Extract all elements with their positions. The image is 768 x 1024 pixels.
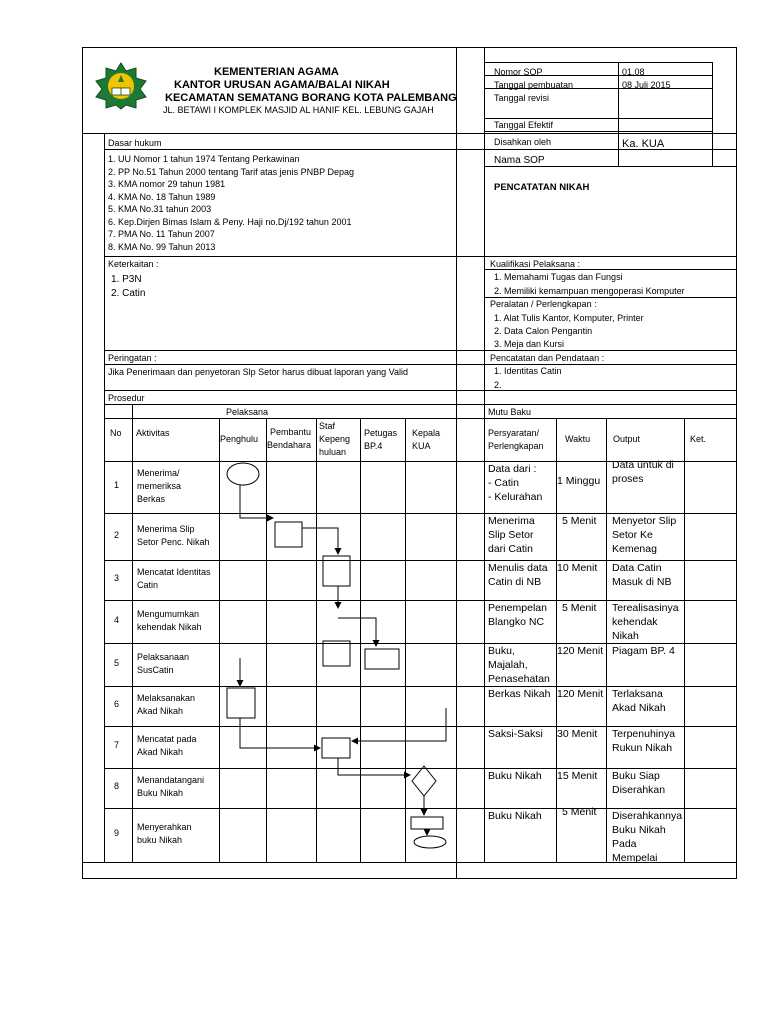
row-output: Kemenag xyxy=(612,543,657,555)
keterkaitan-label: Keterkaitan : xyxy=(108,259,159,269)
col-bendahara: Pembantu xyxy=(270,427,312,437)
row-output: Terlaksana xyxy=(612,688,663,700)
flow-process-box xyxy=(322,738,350,758)
col-aktivitas: Aktivitas xyxy=(136,428,170,438)
col-waktu: Waktu xyxy=(565,434,591,444)
col-output: Output xyxy=(613,434,641,444)
flow-connector xyxy=(302,528,338,554)
col-persyaratan: Perlengkapan xyxy=(488,441,544,451)
row-aktivitas: Menyerahkan xyxy=(137,822,192,832)
tanggal-efektif-label: Tanggal Efektif xyxy=(494,120,554,130)
dasar-hukum-item: 1. UU Nomor 1 tahun 1974 Tentang Perkawinan xyxy=(108,154,300,164)
row-aktivitas: Menandatangani xyxy=(137,775,205,785)
col-staf: Staf xyxy=(319,421,336,431)
col-petugas: Petugas xyxy=(364,428,398,438)
dasar-hukum-item: 3. KMA nomor 29 tahun 1981 xyxy=(108,179,226,189)
peringatan-label: Peringatan : xyxy=(108,353,157,363)
row-waktu: 5 Menit xyxy=(562,806,597,818)
flow-connector xyxy=(338,758,410,775)
prosedur-label: Prosedur xyxy=(108,393,145,403)
disahkan-oleh-value: Ka. KUA xyxy=(622,138,665,150)
flow-process-box xyxy=(227,688,255,718)
pencatatan-item: 2. xyxy=(494,380,502,390)
row-no: 6 xyxy=(114,699,120,709)
kualifikasi-item: 1. Memahami Tugas dan Fungsi xyxy=(494,272,623,282)
header-ministry: KEMENTERIAN AGAMA xyxy=(214,66,339,78)
row-aktivitas: Mencatat pada xyxy=(137,734,197,744)
row-aktivitas: kehendak Nikah xyxy=(137,621,202,632)
row-output: Masuk di NB xyxy=(612,576,672,588)
row-persyaratan: Blangko NC xyxy=(488,616,545,628)
row-no: 5 xyxy=(114,657,120,668)
row-waktu: 1 Minggu xyxy=(557,475,601,487)
tanggal-pembuatan-label: Tanggal pembuatan xyxy=(494,80,574,90)
row-no: 9 xyxy=(114,828,120,838)
row-waktu: 5 Menit xyxy=(562,602,597,614)
row-aktivitas: Catin xyxy=(137,580,159,590)
row-output: Mempelai xyxy=(612,852,658,864)
col-kepala: KUA xyxy=(412,441,431,451)
col-staf: huluan xyxy=(319,447,347,457)
peralatan-item: 2. Data Calon Pengantin xyxy=(494,326,593,336)
tanggal-pembuatan-value: 08 Juli 2015 xyxy=(622,80,671,90)
header-address: JL. BETAWI I KOMPLEK MASJID AL HANIF KEL. LEBUNG GAJAH xyxy=(163,105,434,115)
row-waktu: 30 Menit xyxy=(557,728,598,740)
dasar-hukum-item: 4. KMA No. 18 Tahun 1989 xyxy=(108,191,216,202)
col-staf: Kepeng xyxy=(319,434,351,444)
peralatan-item: 3. Meja dan Kursi xyxy=(494,339,565,349)
flow-process-box xyxy=(275,522,302,547)
col-persyaratan: Persyaratan/ xyxy=(488,428,540,438)
row-persyaratan: Menulis data xyxy=(488,562,548,574)
row-waktu: 120 Menit xyxy=(557,645,604,657)
row-output: Rukun Nikah xyxy=(612,742,673,754)
nama-sop-label: Nama SOP xyxy=(494,155,545,166)
flow-process-box xyxy=(323,641,350,666)
row-persyaratan: Data dari : xyxy=(488,463,537,475)
flow-process-box xyxy=(323,556,350,586)
flow-process-box xyxy=(411,817,443,829)
dasar-hukum-item: 5. KMA No.31 tahun 2003 xyxy=(108,204,212,214)
row-output: Diserahkannya xyxy=(612,810,683,822)
row-persyaratan: - Catin xyxy=(488,477,519,489)
row-aktivitas: SusCatin xyxy=(137,664,174,675)
row-no: 3 xyxy=(114,573,120,583)
pelaksana-label: Pelaksana xyxy=(226,407,269,417)
row-waktu: 5 Menit xyxy=(562,515,597,527)
row-aktivitas: Buku Nikah xyxy=(137,788,184,798)
row-output: Terpenuhinya xyxy=(612,728,676,740)
col-petugas: BP.4 xyxy=(364,441,383,451)
nomor-sop-label: Nomor SOP xyxy=(494,67,543,77)
flow-connector xyxy=(352,708,446,741)
flow-connector xyxy=(240,718,320,748)
row-persyaratan: Slip Setor xyxy=(488,529,534,541)
nomor-sop-value: 01.08 xyxy=(622,67,645,77)
row-persyaratan: Penempelan xyxy=(488,602,547,614)
row-output: Buku Siap xyxy=(612,770,660,782)
header-office: KANTOR URUSAN AGAMA/BALAI NIKAH xyxy=(174,79,390,91)
row-persyaratan: Buku Nikah xyxy=(488,810,542,822)
pencatatan-item: 1. Identitas Catin xyxy=(494,366,562,376)
row-output: Buku Nikah xyxy=(612,824,666,836)
row-output: proses xyxy=(612,473,644,485)
row-persyaratan: Berkas Nikah xyxy=(488,688,551,700)
row-no: 2 xyxy=(114,529,120,540)
flow-connector xyxy=(338,618,376,646)
dasar-hukum-item: 6. Kep.Dirjen Bimas Islam & Peny. Haji no.Dj/192 tahun 2001 xyxy=(108,216,352,227)
keterkaitan-item: 1. P3N xyxy=(111,274,142,285)
kualifikasi-label: Kualifikasi Pelaksana : xyxy=(490,259,581,269)
row-aktivitas: Pelaksanaan xyxy=(137,651,190,662)
row-persyaratan: Catin di NB xyxy=(488,576,542,588)
row-output: Pada xyxy=(612,838,637,850)
row-no: 4 xyxy=(114,614,120,625)
row-persyaratan: dari Catin xyxy=(488,543,533,555)
row-output: Nikah xyxy=(612,630,639,642)
tanggal-revisi-label: Tanggal revisi xyxy=(494,93,550,103)
row-output: Akad Nikah xyxy=(612,702,666,714)
row-persyaratan: Majalah, xyxy=(488,659,528,671)
header-district: KECAMATAN SEMATANG BORANG KOTA PALEMBANG xyxy=(165,92,457,104)
row-waktu: 15 Menit xyxy=(557,770,598,782)
row-output: Piagam BP. 4 xyxy=(612,645,675,657)
dasar-hukum-label: Dasar hukum xyxy=(108,138,162,148)
peralatan-item: 1. Alat Tulis Kantor, Komputer, Printer xyxy=(494,313,644,323)
row-persyaratan: Penasehatan xyxy=(488,673,550,685)
row-waktu: 10 Menit xyxy=(557,562,598,574)
col-no: No xyxy=(110,428,122,438)
row-persyaratan: Buku Nikah xyxy=(488,770,542,782)
row-output: Diserahkan xyxy=(612,784,666,796)
row-output: Setor Ke xyxy=(612,529,653,541)
row-no: 7 xyxy=(114,740,120,750)
row-output: kehendak xyxy=(612,616,658,628)
peringatan-text: Jika Penerimaan dan penyetoran Slp Setor harus dibuat laporan yang Valid xyxy=(108,367,409,377)
col-kepala: Kepala xyxy=(412,428,441,438)
peralatan-label: Peralatan / Perlengkapan : xyxy=(490,299,597,309)
row-aktivitas: Akad Nikah xyxy=(137,706,184,716)
mutu-baku-label: Mutu Baku xyxy=(488,407,532,417)
dasar-hukum-item: 7. PMA No. 11 Tahun 2007 xyxy=(108,229,215,239)
row-aktivitas: Melaksanakan xyxy=(137,693,196,703)
row-aktivitas: Mengumumkan xyxy=(137,608,200,619)
row-no: 1 xyxy=(114,480,120,490)
flow-end-ellipse xyxy=(414,836,446,848)
row-waktu: 120 Menit xyxy=(557,688,604,700)
flow-start-ellipse xyxy=(227,463,259,485)
row-persyaratan: Menerima xyxy=(488,515,535,527)
row-no: 8 xyxy=(114,781,120,791)
row-aktivitas: buku Nikah xyxy=(137,835,183,845)
row-aktivitas: Mencatat Identitas xyxy=(137,567,211,577)
flow-connector xyxy=(240,485,273,518)
row-aktivitas: Menerima/ xyxy=(137,467,180,478)
col-bendahara: Bendahara xyxy=(267,440,312,450)
row-aktivitas: Setor Penc. Nikah xyxy=(137,536,210,547)
dasar-hukum-item: 2. PP No.51 Tahun 2000 tentang Tarif atas jenis PNBP Depag xyxy=(108,166,355,177)
row-aktivitas: Menerima Slip xyxy=(137,523,195,534)
row-persyaratan: Saksi-Saksi xyxy=(488,728,543,740)
col-penghulu: Penghulu xyxy=(220,434,259,444)
row-aktivitas: Akad Nikah xyxy=(137,747,184,757)
row-output: Data Catin xyxy=(612,562,662,574)
row-output: Terealisasinya xyxy=(612,602,679,614)
dasar-hukum-item: 8. KMA No. 99 Tahun 2013 xyxy=(108,241,216,252)
row-output: Data untuk di xyxy=(612,459,674,471)
pencatatan-label: Pencatatan dan Pendataan : xyxy=(490,353,605,363)
flow-decision-diamond xyxy=(412,766,436,796)
col-ket: Ket. xyxy=(690,434,707,444)
row-output: Menyetor Slip xyxy=(612,515,677,527)
kualifikasi-item: 2. Memiliki kemampuan mengoperasi Komputer xyxy=(494,286,685,296)
nama-sop-value: PENCATATAN NIKAH xyxy=(494,182,590,193)
row-aktivitas: Berkas xyxy=(137,493,166,504)
row-aktivitas: memeriksa xyxy=(137,480,182,491)
disahkan-oleh-label: Disahkan oleh xyxy=(494,137,552,147)
row-persyaratan: - Kelurahan xyxy=(488,491,543,503)
row-persyaratan: Buku, xyxy=(488,645,515,657)
keterkaitan-item: 2. Catin xyxy=(111,288,146,299)
flow-process-box xyxy=(365,649,399,669)
